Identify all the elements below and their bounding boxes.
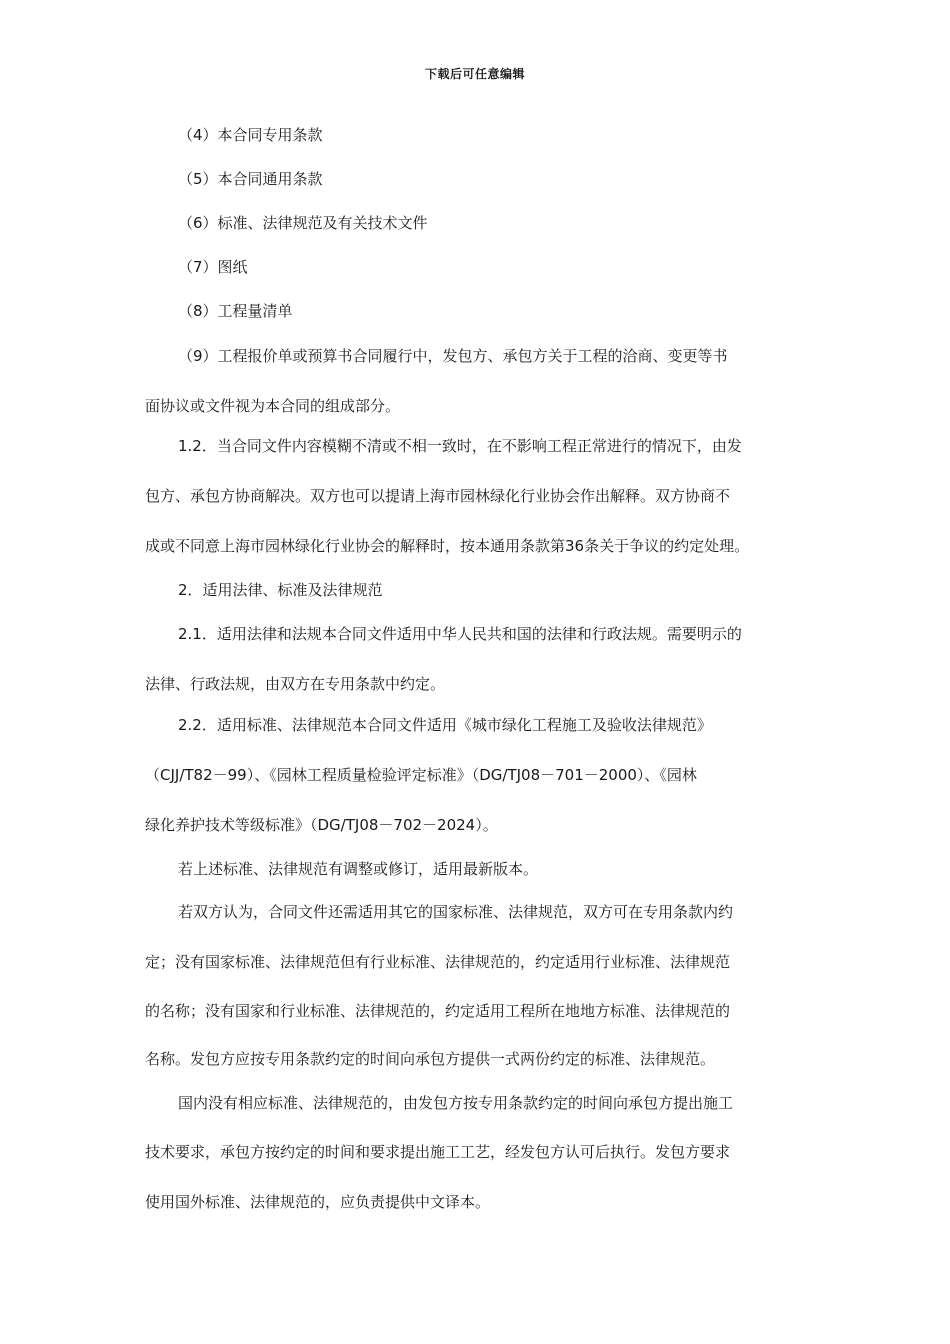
text-line: 包方、承包方协商解决。双方也可以提请上海市园林绿化行业协会作出解释。双方协商不 [145, 487, 731, 505]
text-line: 绿化养护技术等级标准》（DG/TJ08－702－2024）。 [145, 816, 498, 834]
text-line: 2．适用法律、标准及法律规范 [178, 581, 383, 599]
text-line: （5）本合同通用条款 [178, 170, 323, 188]
text-line: 名称。发包方应按专用条款约定的时间向承包方提供一式两份约定的标准、法律规范。 [145, 1050, 716, 1068]
text-line: 定；没有国家标准、法律规范但有行业标准、法律规范的，约定适用行业标准、法律规范 [145, 953, 731, 971]
page-header: 下载后可任意编辑 [424, 67, 525, 81]
text-line: （4）本合同专用条款 [178, 126, 323, 144]
text-line: （7）图纸 [178, 258, 248, 276]
text-line: 若上述标准、法律规范有调整或修订，适用最新版本。 [178, 860, 539, 878]
text-line: 技术要求，承包方按约定的时间和要求提出施工工艺，经发包方认可后执行。发包方要求 [145, 1143, 731, 1161]
text-line: 的名称；没有国家和行业标准、法律规范的，约定适用工程所在地地方标准、法律规范的 [145, 1002, 731, 1020]
text-line: 使用国外标准、法律规范的，应负责提供中文译本。 [145, 1193, 491, 1211]
text-line: 2.1．适用法律和法规本合同文件适用中华人民共和国的法律和行政法规。需要明示的 [178, 625, 742, 643]
text-line: 法律、行政法规，由双方在专用条款中约定。 [145, 675, 446, 693]
text-line: （8）工程量清单 [178, 302, 293, 320]
text-line: （6）标准、法律规范及有关技术文件 [178, 214, 428, 232]
text-line: （CJJ/T82－99）、《园林工程质量检验评定标准》（DG/TJ08－701－2000）、《园林 [145, 766, 697, 784]
text-line: 1.2．当合同文件内容模糊不清或不相一致时，在不影响工程正常进行的情况下，由发 [178, 437, 742, 455]
text-line: 面协议或文件视为本合同的组成部分。 [145, 397, 401, 415]
text-line: 成或不同意上海市园林绿化行业协会的解释时，按本通用条款第36条关于争议的约定处理。 [145, 537, 750, 555]
text-line: 若双方认为，合同文件还需适用其它的国家标准、法律规范，双方可在专用条款内约 [178, 903, 734, 921]
text-line: 国内没有相应标准、法律规范的，由发包方按专用条款约定的时间向承包方提出施工 [178, 1094, 734, 1112]
text-line: （9）工程报价单或预算书合同履行中，发包方、承包方关于工程的洽商、变更等书 [178, 347, 728, 365]
text-line: 2.2．适用标准、法律规范本合同文件适用《城市绿化工程施工及验收法律规范》 [178, 716, 712, 734]
